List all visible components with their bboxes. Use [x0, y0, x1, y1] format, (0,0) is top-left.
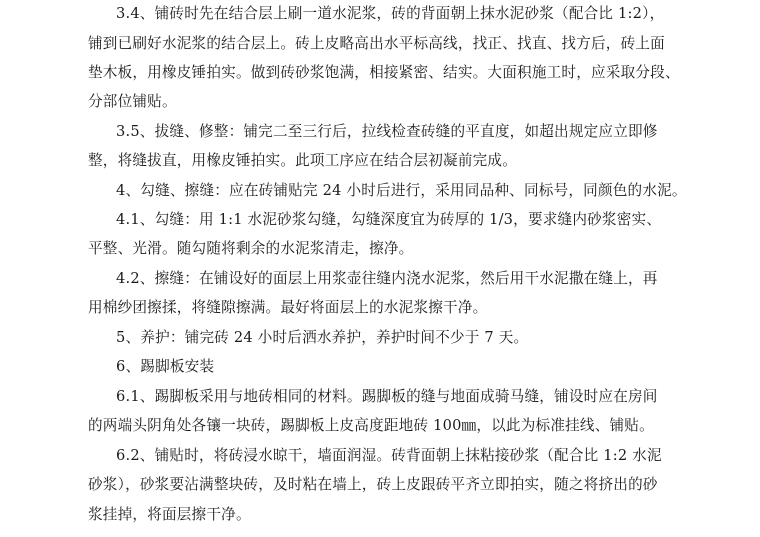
text-line: 6.2、铺贴时，将砖浸水晾干，墙面润湿。砖背面朝上抹粘接砂浆（配合比 1:2 水泥 — [116, 447, 662, 464]
text-line: 砂浆），砂浆要沾满整块砖，及时粘在墙上，砖上皮跟砖平齐立即拍实，随之将挤出的砂 — [88, 476, 658, 493]
text-line: 平整、光滑。随勾随将剩余的水泥浆清走，擦净。 — [88, 240, 414, 257]
text-line: 4、勾缝、擦缝：应在砖铺贴完 24 小时后进行，采用同品种、同标号，同颜色的水泥。 — [116, 182, 687, 199]
text-line: 3.4、铺砖时先在结合层上刷一道水泥浆，砖的背面朝上抹水泥砂浆（配合比 1:2）， — [116, 5, 665, 22]
text-line: 浆挂掉，将面层擦干净。 — [88, 506, 251, 523]
text-line: 的两端头阴角处各镶一块砖，踢脚板上皮高度距地砖 100㎜，以此为标准挂线、铺贴。 — [88, 417, 654, 434]
text-line: 分部位铺贴。 — [88, 93, 177, 110]
text-line: 5、养护：铺完砖 24 小时后洒水养护，养护时间不少于 7 天。 — [116, 329, 529, 346]
text-line: 铺到已刷好水泥浆的结合层上。砖上皮略高出水平标高线，找正、找直、找方后，砖上面 — [88, 35, 665, 52]
text-line: 垫木板，用橡皮锤拍实。做到砖砂浆饱满，相接紧密、结实。大面积施工时，应采取分段、 — [88, 64, 680, 81]
text-line: 4.1、勾缝：用 1:1 水泥砂浆勾缝，勾缝深度宜为砖厚的 1/3，要求缝内砂浆密实、 — [116, 211, 662, 228]
text-line: 整，将缝拔直，用橡皮锤拍实。此项工序应在结合层初凝前完成。 — [88, 152, 518, 169]
text-line: 6.1、踢脚板采用与地砖相同的材料。踢脚板的缝与地面成骑马缝，铺设时应在房间 — [116, 388, 658, 405]
section-heading: 6、踢脚板安装 — [116, 358, 215, 375]
text-line: 3.5、拔缝、修整：铺完二至三行后，拉线检查砖缝的平直度，如超出规定应立即修 — [116, 123, 658, 140]
text-line: 4.2、擦缝：在铺设好的面层上用浆壶往缝内浇水泥浆，然后用干水泥撒在缝上，再 — [116, 270, 658, 287]
text-line: 用棉纱团擦揉，将缝隙擦满。最好将面层上的水泥浆擦干净。 — [88, 299, 488, 316]
